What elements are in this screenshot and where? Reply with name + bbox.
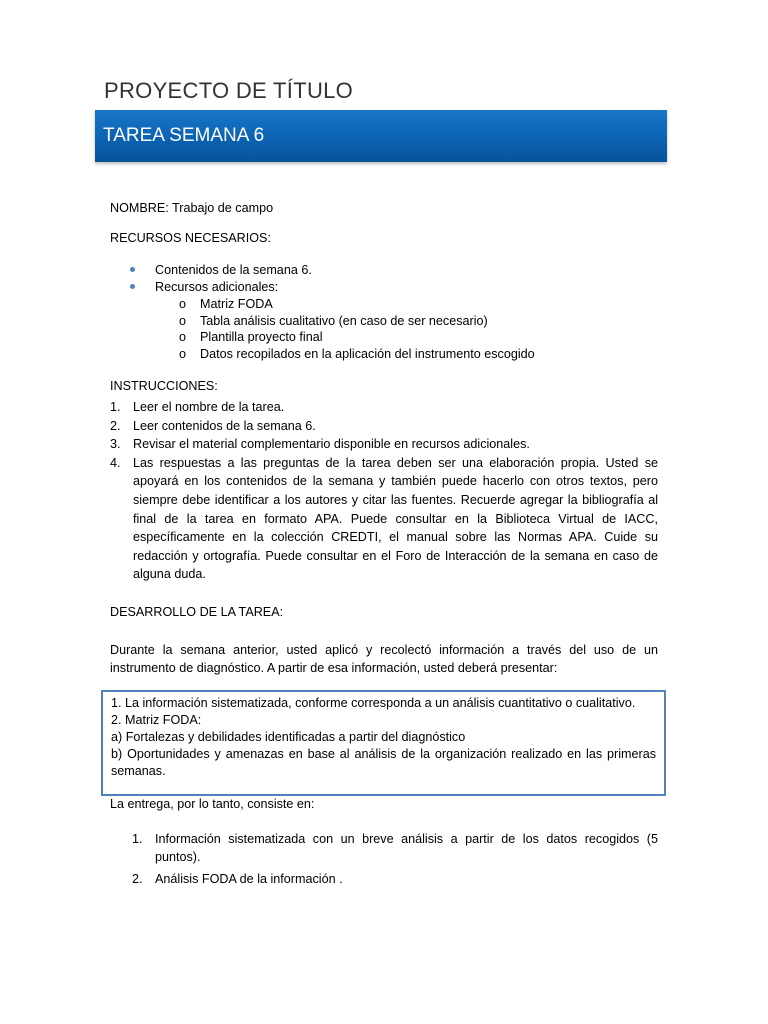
item-number: 2. xyxy=(132,872,143,886)
sub-bullet-icon: o xyxy=(179,297,187,311)
instruccion-text: Leer contenidos de la semana 6. xyxy=(133,418,316,433)
recurso-sub-item: Plantilla proyecto final xyxy=(200,330,323,344)
recursos-list xyxy=(130,262,630,362)
list-item xyxy=(110,398,658,417)
item-number: 3. xyxy=(110,437,121,452)
entrega-text: Información sistematizada con un breve análisis a partir de los datos recogidos (5 puntos). xyxy=(155,832,658,864)
list-item xyxy=(110,417,658,436)
instruccion-text: Revisar el material complementario disponible en recursos adicionales. xyxy=(133,437,530,452)
entrega-intro: La entrega, por lo tanto, consiste en: xyxy=(110,797,315,811)
item-number: 1. xyxy=(110,400,121,414)
instrucciones-heading: INSTRUCCIONES: xyxy=(110,379,218,393)
desarrollo-heading: DESARROLLO DE LA TAREA: xyxy=(110,605,284,619)
box-line: b) Oportunidades y amenazas en base al análisis de la organización realizado en las primeras semanas. xyxy=(111,747,656,778)
box-line: 2. Matriz FODA: xyxy=(111,713,202,727)
recurso-sub-item: Matriz FODA xyxy=(200,297,273,311)
sub-bullet-icon: o xyxy=(179,330,187,344)
item-number: 4. xyxy=(110,455,121,470)
page-title: PROYECTO DE TÍTULO xyxy=(104,78,354,103)
sub-bullet-icon: o xyxy=(179,313,187,328)
recurso-item: Contenidos de la semana 6. xyxy=(155,263,312,277)
nombre-value: Trabajo de campo xyxy=(172,201,274,215)
sub-list-item xyxy=(130,346,630,363)
recurso-sub-item: Datos recopilados en la aplicación del instrumento escogido xyxy=(200,346,535,361)
desarrollo-intro: Durante la semana anterior, usted aplicó y recolectó información a través del uso de un instrumento de diagnóstico. A partir de esa información, usted deberá presentar: xyxy=(110,643,658,675)
list-item xyxy=(130,262,630,279)
list-item xyxy=(110,435,658,454)
list-item xyxy=(130,279,630,296)
instruccion-text: Leer el nombre de la tarea. xyxy=(133,400,285,414)
box-line: a) Fortalezas y debilidades identificadas a partir del diagnóstico xyxy=(111,730,466,744)
requirements-box xyxy=(101,690,666,796)
entrega-list xyxy=(132,830,658,888)
list-item xyxy=(132,830,658,866)
sub-list-item xyxy=(130,296,630,313)
recurso-item: Recursos adicionales: xyxy=(155,280,279,294)
recursos-heading: RECURSOS NECESARIOS: xyxy=(110,231,271,245)
bullet-icon xyxy=(130,284,135,289)
sub-bullet-icon: o xyxy=(179,346,187,361)
nombre-line xyxy=(110,200,273,217)
recurso-sub-item: Tabla análisis cualitativo (en caso de ser necesario) xyxy=(200,313,488,328)
item-number: 2. xyxy=(110,418,121,433)
task-banner xyxy=(95,110,667,162)
item-number: 1. xyxy=(132,832,143,846)
sub-list-item xyxy=(130,329,630,346)
banner-title: TAREA SEMANA 6 xyxy=(103,125,265,146)
entrega-text: Análisis FODA de la información . xyxy=(155,872,343,886)
box-line: 1. La información sistematizada, conforme corresponda a un análisis cuantitativo o cualitativo. xyxy=(111,696,636,710)
bullet-icon xyxy=(130,267,135,272)
list-item xyxy=(110,454,658,584)
nombre-label: NOMBRE: xyxy=(110,201,169,215)
instrucciones-list xyxy=(110,398,658,584)
list-item xyxy=(132,870,658,888)
sub-list-item xyxy=(130,313,630,330)
instruccion-text: Las respuestas a las preguntas de la tarea deben ser una elaboración propia. Usted se apoyará en los contenidos de la semana y también puede hacerlo con otros textos, pero siempre debe identificar a los autores y citar las fuentes. Recuerde agregar la bibliografía al final de la tarea en formato APA. Puede consultar en la Biblioteca Virtual de IACC, específicamente en la colección CREDTI, el manual sobre las Normas APA. Cuide su redacción y ortografía. Puede consultar en el Foro de Interacción de la semana en caso de alguna duda. xyxy=(133,455,658,582)
